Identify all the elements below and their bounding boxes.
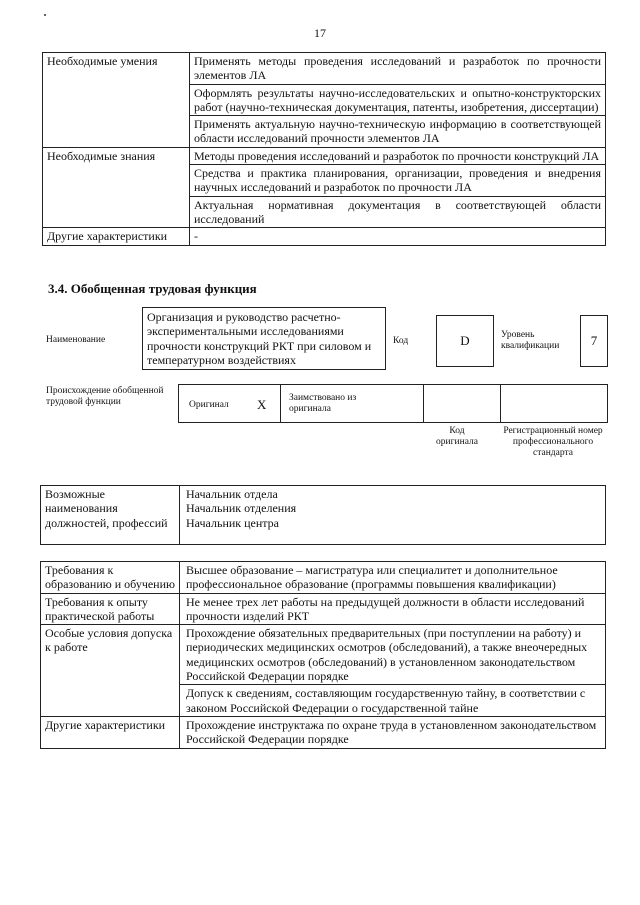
positions-table: [40, 485, 606, 545]
code-original-caption: Код оригинала: [436, 426, 478, 447]
level-value: 7: [590, 333, 598, 348]
original-mark: X: [257, 397, 267, 412]
original-label: Оригинал: [189, 400, 229, 410]
function-name: Организация и руководство расчетно-экспериментальными исследованиями прочности конструкций РКТ при силовом и температурном воздействиях: [147, 310, 372, 367]
row-label: Другие характеристики: [41, 716, 180, 748]
row-label: Необходимые умения: [43, 53, 190, 148]
skill-item: Применять актуальную научно-техническую информацию в соответствующей области исследований прочности элементов ЛА: [190, 116, 606, 148]
requirement-item: Прохождение обязательных предварительных (при поступлении на работу) и периодических медицинских осмотров (обследований), а также внеочередных медицинских осмотров (обследований) в установленном законодательством Российской Федерации порядке: [180, 625, 606, 685]
origin-label: Происхождение обобщенной трудовой функции: [46, 386, 164, 407]
knowledge-item: Методы проведения исследований и разработок по прочности конструкций ЛА: [190, 147, 606, 164]
other-item: -: [190, 228, 606, 245]
list-item: Начальник отдела: [186, 487, 278, 501]
requirement-item: Не менее трех лет работы на предыдущей должности в области исследований прочности изделий РКТ: [180, 593, 606, 625]
skill-item: Оформлять результаты научно-исследовательских и опытно-конструкторских работ (научно-техническая документация, патенты, изобретения, диссертации): [190, 84, 606, 116]
list-item: Начальник отделения: [186, 501, 297, 516]
row-label: Другие характеристики: [43, 228, 190, 245]
table-row: [43, 53, 606, 85]
page-number: 17: [314, 26, 326, 40]
table-row: [43, 228, 606, 245]
table-row: [41, 486, 606, 545]
row-label: Требования к образованию и обучению: [41, 562, 180, 594]
table-row: [43, 147, 606, 164]
positions-label: Возможные наименования должностей, профессий: [41, 486, 180, 545]
requirements-table: [40, 561, 606, 749]
code-label: Код: [393, 336, 409, 346]
knowledge-item: Актуальная нормативная документация в соответствующей области исследований: [190, 196, 606, 228]
positions-list: [180, 486, 606, 545]
skill-item: Применять методы проведения исследований и разработок по прочности элементов ЛА: [190, 53, 606, 85]
level-box: [580, 315, 608, 367]
list-item: Начальник центра: [186, 515, 279, 530]
code-box: [436, 315, 494, 367]
row-label: Требования к опыту практической работы: [41, 593, 180, 625]
row-label: Особые условия допуска к работе: [41, 625, 180, 717]
divider: [500, 385, 501, 422]
table-row: [41, 562, 606, 594]
scan-speck: [44, 14, 46, 16]
name-label: Наименование: [46, 335, 106, 345]
function-name-box: [142, 307, 386, 370]
divider: [280, 385, 281, 422]
skills-knowledge-table: [42, 52, 606, 246]
code-value: D: [460, 333, 470, 348]
requirement-item: Высшее образование – магистратура или специалитет и дополнительное профессиональное образование (программы повышения квалификации): [180, 562, 606, 594]
level-label: Уровень квалификации: [501, 330, 560, 351]
reg-number-caption: Регистрационный номер профессионального стандарта: [503, 426, 603, 458]
section-title: 3.4. Обобщенная трудовая функция: [48, 281, 257, 296]
table-row: [41, 593, 606, 625]
requirement-item: Прохождение инструктажа по охране труда в установленном законодательством Российской Федерации порядке: [180, 716, 606, 748]
origin-box: [178, 384, 608, 423]
row-label: Необходимые знания: [43, 147, 190, 227]
divider: [423, 385, 424, 422]
table-row: [41, 625, 606, 685]
table-row: [41, 716, 606, 748]
knowledge-item: Средства и практика планирования, организации, проведения и внедрения научных исследований и разработок по прочности ЛА: [190, 165, 606, 197]
borrowed-label: Заимствовано из оригинала: [289, 393, 357, 414]
requirement-item: Допуск к сведениям, составляющим государственную тайну, в соответствии с законом Российской Федерации о государственной тайне: [180, 685, 606, 717]
